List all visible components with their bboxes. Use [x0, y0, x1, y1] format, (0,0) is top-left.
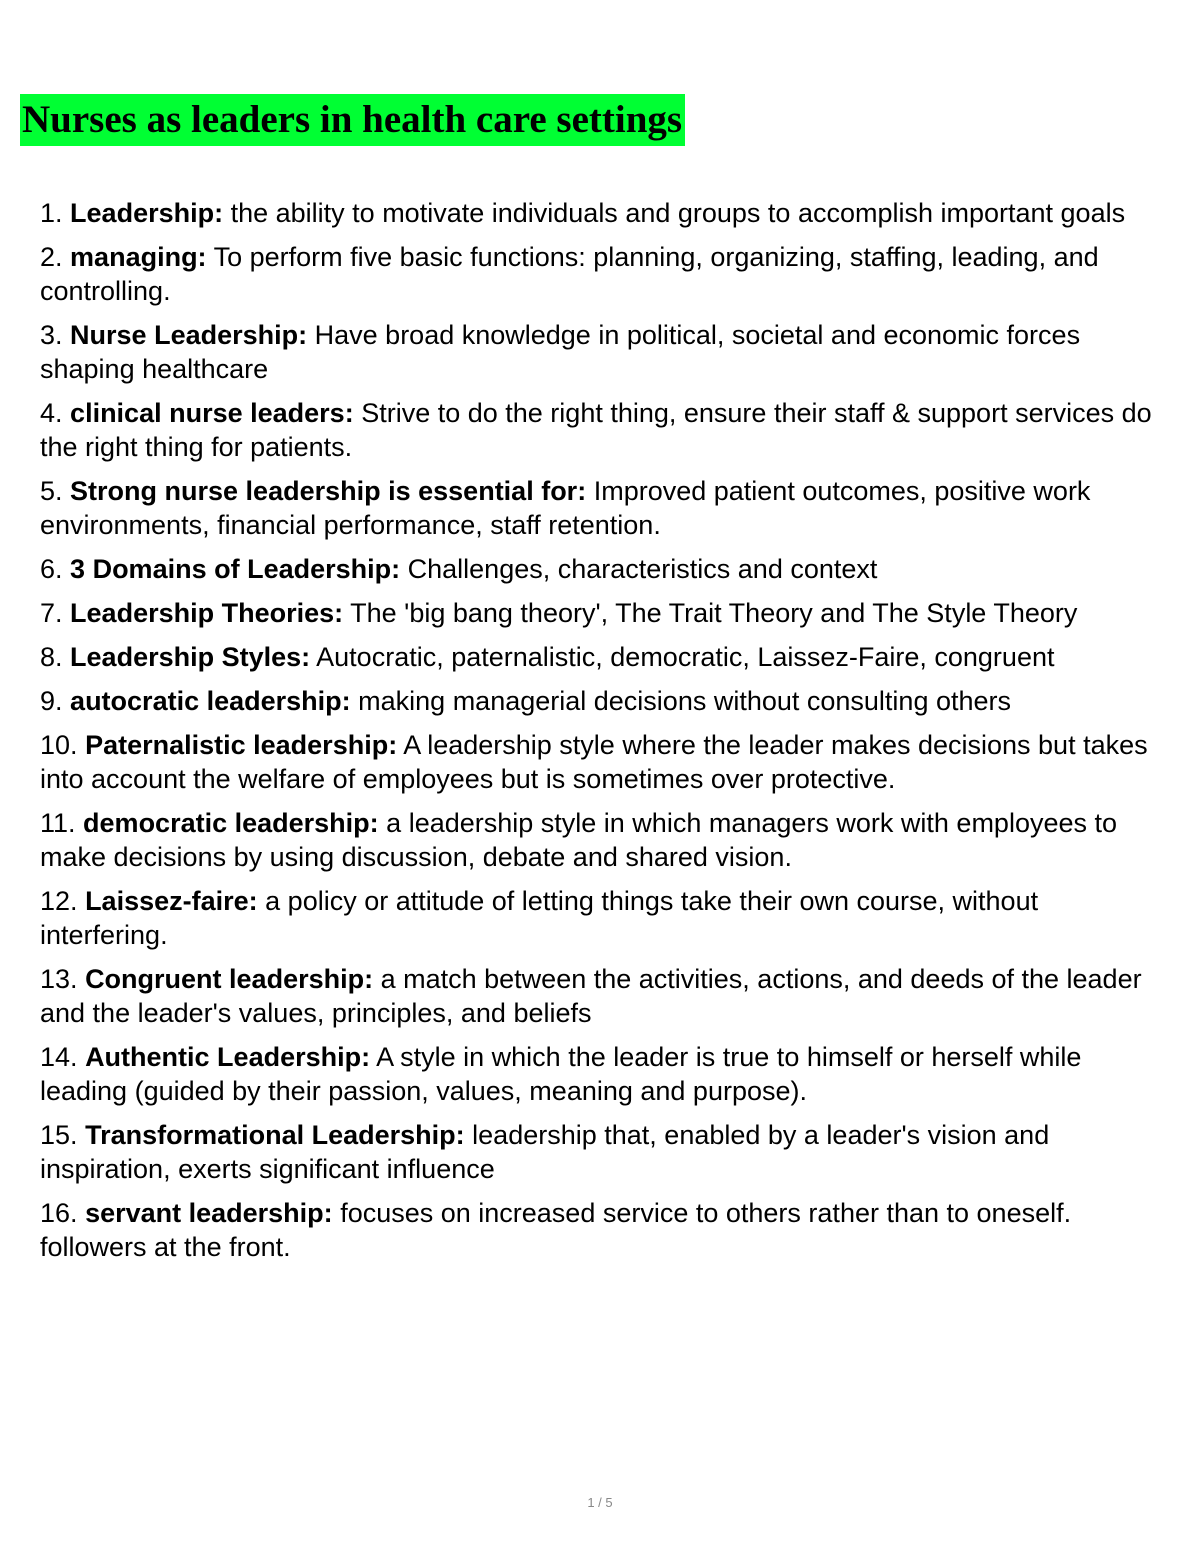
list-item: [40, 684, 1164, 718]
item-definition: Improved patient outcomes, positive work environments, financial performance, staff retention.: [40, 476, 1091, 540]
item-term: Laissez-faire:: [85, 886, 258, 916]
list-item: [40, 552, 1164, 586]
list-item: [40, 1118, 1164, 1186]
page-indicator: 1 / 5: [587, 1495, 613, 1510]
item-number: 13.: [40, 964, 78, 994]
page-title: Nurses as leaders in health care settings: [20, 94, 685, 146]
item-definition: The 'big bang theory', The Trait Theory and The Style Theory: [350, 598, 1078, 628]
item-definition: Strive to do the right thing, ensure their staff & support services do the right thing for patients.: [40, 398, 1152, 462]
item-number: 1.: [40, 198, 63, 228]
title-container: [20, 94, 685, 146]
item-number: 11.: [40, 808, 76, 838]
item-definition: Autocratic, paternalistic, democratic, Laissez-Faire, congruent: [316, 642, 1055, 672]
list-item: [40, 640, 1164, 674]
item-definition: leadership that, enabled by a leader's vision and inspiration, exerts significant influence: [40, 1120, 1050, 1184]
list-item: [40, 318, 1164, 386]
item-number: 7.: [40, 598, 63, 628]
list-item: [40, 1040, 1164, 1108]
item-number: 2.: [40, 242, 63, 272]
definition-list: [40, 196, 1164, 1274]
list-item: [40, 884, 1164, 952]
list-item: [40, 728, 1164, 796]
item-term: clinical nurse leaders:: [70, 398, 354, 428]
item-number: 3.: [40, 320, 63, 350]
item-definition: A style in which the leader is true to himself or herself while leading (guided by their passion, values, meaning and purpose).: [40, 1042, 1082, 1106]
list-item: [40, 396, 1164, 464]
item-definition: Challenges, characteristics and context: [407, 554, 878, 584]
list-item: [40, 962, 1164, 1030]
list-item: [40, 806, 1164, 874]
item-definition: a match between the activities, actions, and deeds of the leader and the leader's values, principles, and beliefs: [40, 964, 1142, 1028]
item-definition: a policy or attitude of letting things take their own course, without interfering.: [40, 886, 1039, 950]
item-definition: focuses on increased service to others rather than to oneself. followers at the front.: [40, 1198, 1072, 1262]
item-term: Transformational Leadership:: [85, 1120, 465, 1150]
list-item: [40, 196, 1164, 230]
item-term: Paternalistic leadership:: [85, 730, 398, 760]
item-term: Authentic Leadership:: [85, 1042, 371, 1072]
item-number: 14.: [40, 1042, 78, 1072]
item-number: 12.: [40, 886, 78, 916]
item-term: Congruent leadership:: [85, 964, 374, 994]
item-number: 4.: [40, 398, 63, 428]
item-term: Leadership Theories:: [70, 598, 344, 628]
list-item: [40, 240, 1164, 308]
item-term: democratic leadership:: [83, 808, 379, 838]
item-number: 5.: [40, 476, 63, 506]
list-item: [40, 1196, 1164, 1264]
item-definition: To perform five basic functions: planning, organizing, staffing, leading, and controlling.: [40, 242, 1099, 306]
item-term: Nurse Leadership:: [70, 320, 308, 350]
item-number: 10.: [40, 730, 78, 760]
item-definition: a leadership style in which managers work with employees to make decisions by using discussion, debate and shared vision.: [40, 808, 1118, 872]
item-definition: Have broad knowledge in political, societal and economic forces shaping healthcare: [40, 320, 1081, 384]
item-definition: A leadership style where the leader makes decisions but takes into account the welfare of employees but is sometimes over protective.: [40, 730, 1148, 794]
item-definition: the ability to motivate individuals and groups to accomplish important goals: [230, 198, 1126, 228]
item-term: Leadership:: [70, 198, 224, 228]
item-definition: making managerial decisions without consulting others: [358, 686, 1012, 716]
item-number: 6.: [40, 554, 63, 584]
item-number: 9.: [40, 686, 63, 716]
list-item: [40, 596, 1164, 630]
item-number: 16.: [40, 1198, 78, 1228]
item-term: managing:: [70, 242, 207, 272]
item-term: autocratic leadership:: [70, 686, 351, 716]
item-number: 15.: [40, 1120, 78, 1150]
item-term: 3 Domains of Leadership:: [70, 554, 401, 584]
item-term: servant leadership:: [85, 1198, 333, 1228]
item-term: Leadership Styles:: [70, 642, 311, 672]
list-item: [40, 474, 1164, 542]
item-number: 8.: [40, 642, 63, 672]
item-term: Strong nurse leadership is essential for:: [70, 476, 587, 506]
